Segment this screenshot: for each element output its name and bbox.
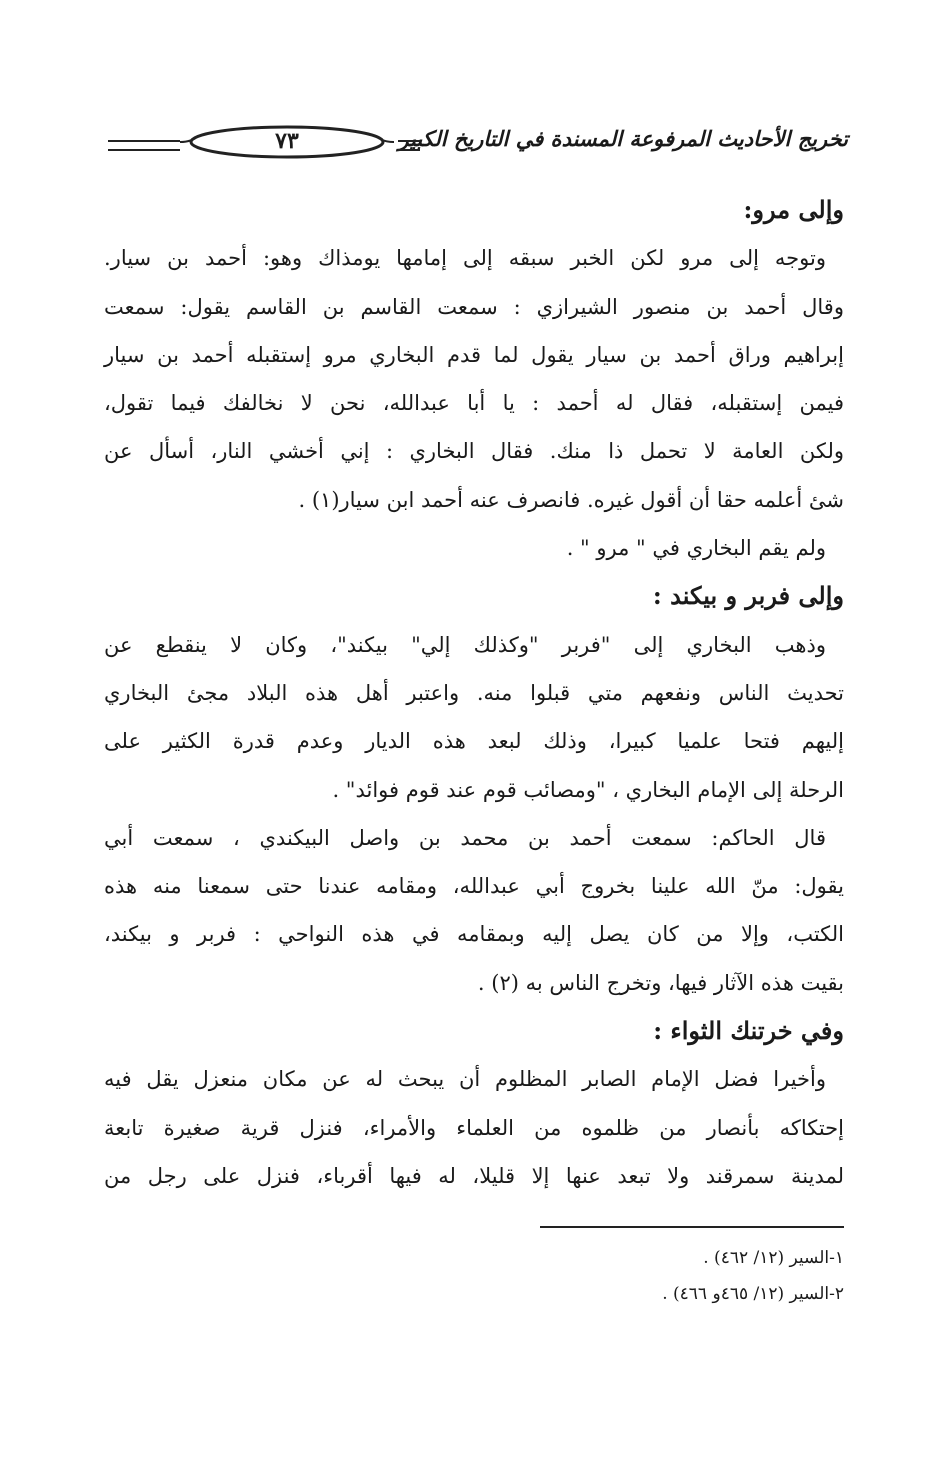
text-line: لمدينة سمرقند ولا تبعد عنها إلا قليلا، له فيها أقرباء، فنزل على رجل من bbox=[104, 1163, 845, 1188]
text-line: يقول: منّ الله علينا بخروج أبي عبدالله، ومقامه عندنا حتى سمعنا منه هذه bbox=[104, 874, 844, 899]
text-line: وقال أحمد بن منصور الشيرازي : سمعت القاسم بن القاسم يقول: سمعت bbox=[104, 294, 844, 319]
text-line: تحديث الناس ونفعهم متي قبلوا منه. واعتبر أهل هذه البلاد مجئ البخاري bbox=[104, 680, 844, 705]
footnotes bbox=[444, 1240, 844, 1312]
text-line: ولم يقم البخاري في " مرو " . bbox=[566, 536, 826, 561]
text-line: ولكن العامة لا تحمل ذا منك. فقال البخاري : إني أخشي النار، أسأل عن bbox=[104, 439, 844, 464]
page-number: ٧٣ bbox=[275, 128, 299, 154]
footnote: ١-السير (١٢/ ٤٦٢) . bbox=[703, 1248, 844, 1268]
text-line: بقيت هذه الآثار فيها، وتخرج الناس به (٢) . bbox=[477, 970, 844, 995]
text-line: وأخيرا فضل الإمام الصابر المظلوم أن يبحث له عن مكان منعزل يقل فيه bbox=[104, 1067, 826, 1092]
text-line: الكتب، وإلا من كان يصل إليه وبمقامه في هذه النواحي : فربر و بيكند، bbox=[104, 922, 844, 947]
text-line: شئ أعلمه حقا أن أقول غيره. فانصرف عنه أحمد ابن سيار(١) . bbox=[298, 487, 844, 512]
footnote-separator bbox=[540, 1226, 844, 1228]
text-line: الرحلة إلى الإمام البخاري ، "ومصائب قوم عند قوم فوائد" . bbox=[332, 777, 844, 802]
text-line: فيمن إستقبله، فقال له أحمد : يا أبا عبدالله، نحن لا نخالفك فيما تقول، bbox=[104, 391, 844, 416]
header-rule-right bbox=[398, 140, 420, 151]
text-line: وذهب البخاري إلى "فربر "وكذلك إلي" بيكند"، وكان لا ينقطع عن bbox=[104, 632, 826, 657]
header-rule-left bbox=[108, 140, 180, 151]
text-line: قال الحاكم: سمعت أحمد بن محمد بن واصل البيكندي ، سمعت أبي bbox=[104, 825, 826, 850]
section-heading: وإلى مرو: bbox=[743, 195, 844, 224]
text-line: إليهم فتحا علميا كبيرا، وذلك لبعد هذه الديار وعدم قدرة الكثير على bbox=[104, 729, 844, 754]
text-line: إحتكاكه بأنصار من ظلموه من العلماء والأمراء، فنزل قرية صغيرة تابعة bbox=[104, 1115, 844, 1140]
text-line: إبراهيم وراق أحمد بن سيار يقول لما قدم البخاري مرو إستقبله أحمد بن سيار bbox=[104, 342, 844, 367]
book-title: تخريج الأحاديث المرفوعة المسندة في التاريخ الكبير bbox=[398, 126, 848, 151]
body-text bbox=[104, 186, 844, 1200]
section-heading: وإلى فربر و بيكند : bbox=[652, 581, 844, 611]
text-line: وتوجه إلى مرو لكن الخبر سبقه إلى إمامها يومذاك وهو: أحمد بن سيار. bbox=[104, 246, 826, 271]
page-number-badge bbox=[178, 122, 396, 162]
page-header bbox=[100, 120, 848, 166]
footnote: ٢-السير (١٢/ ٤٦٥و ٤٦٦) . bbox=[662, 1284, 844, 1304]
section-heading: وفي خرتنك الثواء : bbox=[653, 1016, 844, 1046]
